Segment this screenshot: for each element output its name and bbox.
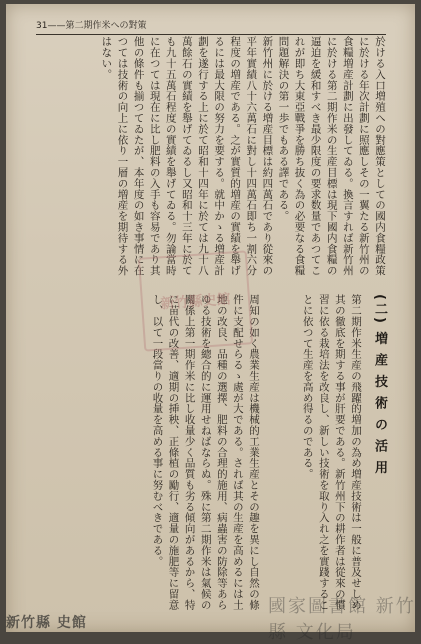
section-title: (二) 増 産 技 術 の 活 用 — [372, 294, 387, 476]
page-header — [36, 18, 386, 35]
page-label: 31——第二期作米への對策 — [36, 21, 147, 31]
section-paragraph-left: 周知の如く農業生産は機械的工業生産とその趣を異にし自然の條件に支配せらるゝ處が大である。されば其の生産を高めるには土地の改良、品種の選擇、肥料の合理的施用、病蟲害の防除等あらゆる技術を總合的に運用せねばならぬ。殊に第二期作米は氣候の關係上第一期作米に比し收量少く品質も劣る傾向があるから、特に苗代の改善、適期の挿秧、正條植の勵行、適量の施肥等に留意し、以て一段當りの收量を高める事に努むべきである。 — [151, 294, 260, 611]
archive-watermark-right: 國家圖書館 新竹縣 文化局 — [268, 596, 416, 643]
document-page — [6, 4, 415, 632]
top-paragraphs: 於ける入口増殖への對應策としての國内食糧政策に於ける年次計劃に照應しその一翼たる新竹州の食糧増産計劃に出發してゐる。換言すれば新竹州に於ける第二期作米の生産目標は現下國内食糧の逼迫を緩和すべき最少限度の要求数量であつてこれが即ち大東亞戰爭を勝ち抜く為の必要なる食糧問題解決の第一歩でもある譯である。 新竹州に於ける増産目標は約四萬石であり從來の平年實績八十六萬石に對し十四萬石即ち一割六分程度の増産である。之が實質的増産の實績を舉げるには最大限の努力を要する。就中かゝる増産計劃を遂行する上に於て昭和十四年に於ては九十八萬餘石の實績を舉げてゐるし又昭和十三年に於ても九十五萬石程度の實績を舉げてゐる。勿論當時に在つては現在に比し肥料の入手も容易であり其他の條件も揃つてゐたが、本年度の如き事情に在つては技術の向上に依り一層の増産を期待する外はない。 — [100, 36, 386, 276]
archive-watermark-left: 新竹縣 史館 — [6, 615, 87, 631]
section-paragraph-right: 第二期作米生産の飛躍的増加の為め増産技術は一般に普及せしめ其の徹底を期する事が肝要である。新竹州下の耕作者は從來の慣習に依る栽培法を改良し、新しい技術を取り入れ之を實踐することに依つて生産を高め得るのである。 — [301, 294, 362, 611]
stamp-text: 新竹縣史館 — [160, 291, 232, 313]
